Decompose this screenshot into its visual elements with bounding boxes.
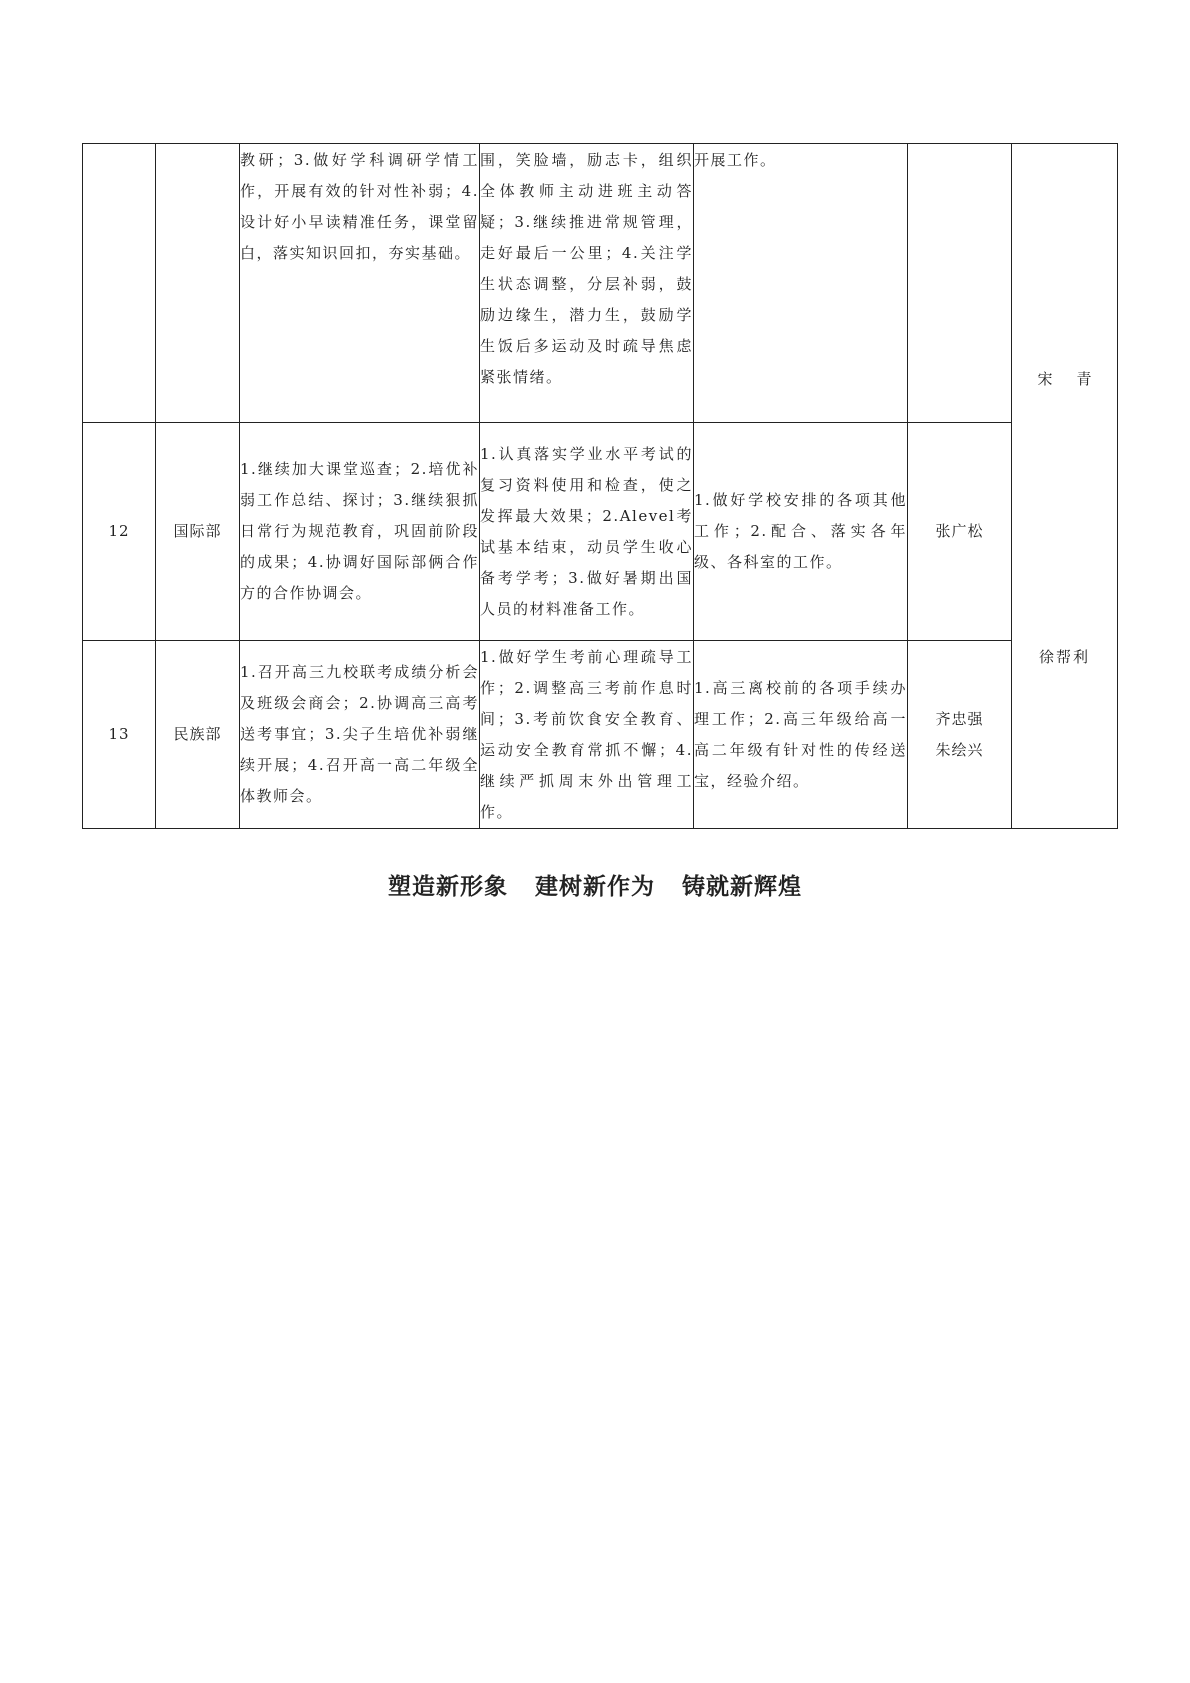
- responsible-person: 张广松: [908, 423, 1012, 641]
- supervising-leaders: [1012, 144, 1118, 829]
- row-number: 13: [83, 641, 156, 829]
- row-number: [83, 144, 156, 423]
- responsible-person-name: 齐忠强: [935, 709, 984, 728]
- other-work-cell: 1.高三离校前的各项手续办理工作；2.高三年级给高一高二年级有针对性的传经送宝，经验介绍。: [694, 641, 908, 829]
- responsible-person: [908, 144, 1012, 423]
- department: [156, 144, 240, 423]
- student-work-cell: 1.做好学生考前心理疏导工作；2.调整高三考前作息时间；3.考前饮食安全教育、运动安全教育常抓不懈；4.继续严抓周末外出管理工作。: [480, 641, 694, 829]
- row-number: 12: [83, 423, 156, 641]
- responsible-person: [908, 641, 1012, 829]
- student-work-cell: 围，笑脸墙，励志卡，组织全体教师主动进班主动答疑；3.继续推进常规管理，走好最后一公里；4.关注学生状态调整，分层补弱，鼓励边缘生，潜力生，鼓励学生饭后多运动及时疏导焦虑紧张情绪。: [480, 144, 694, 423]
- teaching-work-cell: 教研；3.做好学科调研学情工作，开展有效的针对性补弱；4.设计好小早读精准任务，课堂留白，落实知识回扣，夯实基础。: [240, 144, 480, 423]
- slogan: 塑造新形象 建树新作为 铸就新辉煌: [387, 873, 803, 900]
- table-row: [83, 641, 1118, 829]
- other-work-cell: 1.做好学校安排的各项其他工作；2.配合、落实各年级、各科室的工作。: [694, 423, 908, 641]
- responsible-person-name: 朱绘兴: [935, 740, 984, 759]
- table-row: [83, 423, 1118, 641]
- other-work-cell: 开展工作。: [694, 144, 908, 423]
- leader-name: 宋青: [1037, 370, 1116, 388]
- teaching-work-cell: 1.召开高三九校联考成绩分析会及班级会商会；2.协调高三高考送考事宜；3.尖子生培优补弱继续开展；4.召开高一高二年级全体教师会。: [240, 641, 480, 829]
- student-work-cell: 1.认真落实学业水平考试的复习资料使用和检查，使之发挥最大效果；2.Alevel考试基本结束，动员学生收心备考学考；3.做好暑期出国人员的材料准备工作。: [480, 423, 694, 641]
- department: 国际部: [156, 423, 240, 641]
- work-plan-table: [82, 143, 1118, 829]
- leader-name: 徐帮利: [1038, 648, 1090, 666]
- teaching-work-cell: 1.继续加大课堂巡查；2.培优补弱工作总结、探讨；3.继续狠抓日常行为规范教育，巩固前阶段的成果；4.协调好国际部俩合作方的合作协调会。: [240, 423, 480, 641]
- table-row: [83, 144, 1118, 423]
- department: 民族部: [156, 641, 240, 829]
